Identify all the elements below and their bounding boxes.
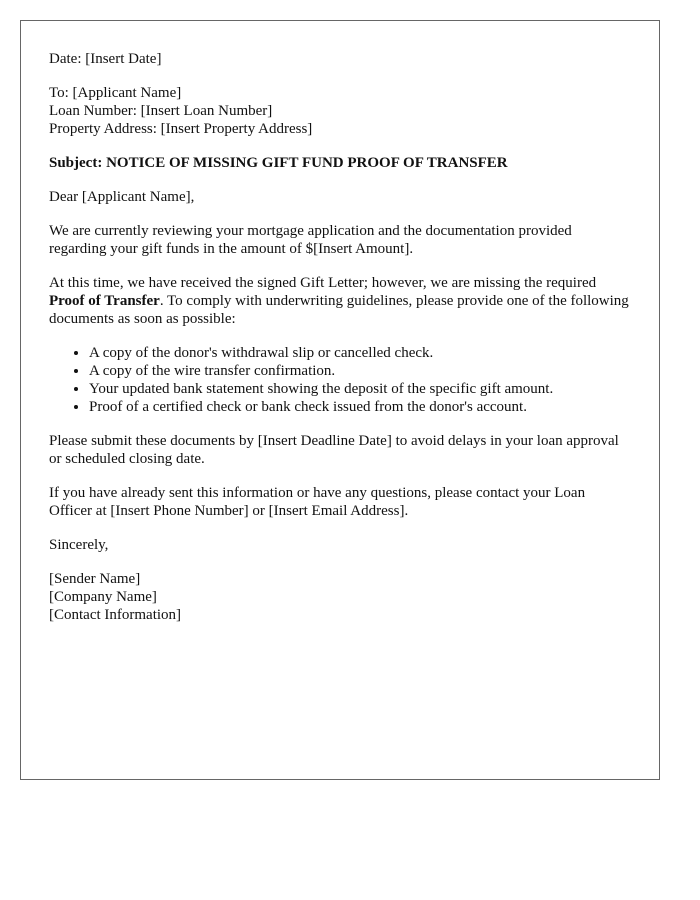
property-address: Property Address: [Insert Property Address] <box>49 121 313 137</box>
paragraph-missing-proof-before: At this time, we have received the signed Gift Letter; however, we are missing the required <box>49 275 597 291</box>
subject-text: NOTICE OF MISSING GIFT FUND PROOF OF TRANSFER <box>106 155 508 171</box>
date-line: Date: [Insert Date] <box>49 51 162 67</box>
recipient-to: To: [Applicant Name] <box>49 85 182 101</box>
recipient-block <box>49 84 631 138</box>
list-item: • A copy of the donor's withdrawal slip or cancelled check. <box>89 344 631 362</box>
proof-of-transfer-emphasis: Proof of Transfer <box>49 293 160 309</box>
list-item: • A copy of the wire transfer confirmation. <box>89 362 631 380</box>
loan-number: Loan Number: [Insert Loan Number] <box>49 103 273 119</box>
paragraph-contact: If you have already sent this information or have any questions, please contact your Loan Officer at [Insert Phone Number] or [Insert Email Address]. <box>49 485 586 519</box>
sender-name: [Sender Name] <box>49 571 141 587</box>
salutation: Dear [Applicant Name], <box>49 189 195 205</box>
list-item: • Proof of a certified check or bank check issued from the donor's account. <box>89 398 631 416</box>
signature-block <box>49 570 631 624</box>
paragraph-deadline: Please submit these documents by [Insert Deadline Date] to avoid delays in your loan approval or scheduled closing date. <box>49 433 619 467</box>
paragraph-missing-proof <box>49 274 631 328</box>
paragraph-review: We are currently reviewing your mortgage application and the documentation provided regarding your gift funds in the amount of $[Insert Amount]. <box>49 223 572 257</box>
required-documents-list <box>49 344 631 416</box>
closing: Sincerely, <box>49 537 109 553</box>
letter-page <box>20 20 660 780</box>
subject-label: Subject: <box>49 155 103 171</box>
company-name: [Company Name] <box>49 589 157 605</box>
contact-information: [Contact Information] <box>49 607 182 623</box>
paragraph-missing-proof-after: . To comply with underwriting guidelines, please provide one of the following documents as soon as possible: <box>49 293 629 327</box>
subject-line <box>49 154 631 172</box>
list-item: • Your updated bank statement showing the deposit of the specific gift amount. <box>89 380 631 398</box>
